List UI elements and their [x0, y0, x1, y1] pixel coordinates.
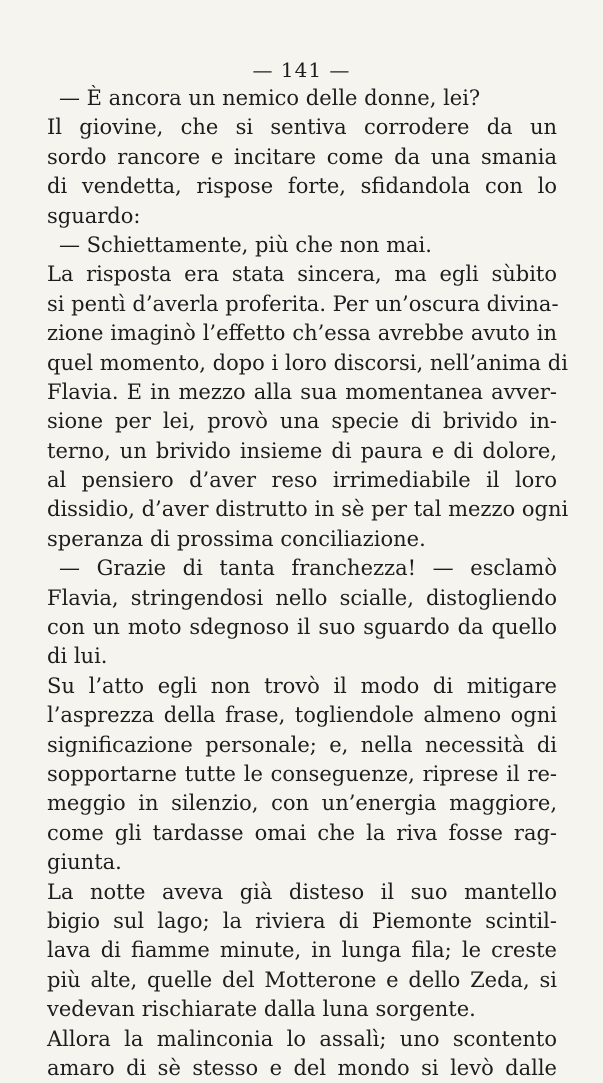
text-line: di vendetta, rispose forte, sfidandola con lo: [47, 174, 557, 199]
text-line: quel momento, dopo i loro discorsi, nell’anima di: [47, 350, 568, 375]
text-line: al pensiero d’aver reso irrimediabile il loro: [47, 468, 557, 493]
text-line: giunta.: [47, 850, 122, 875]
text-line: zione imaginò l’effetto ch’essa avrebbe avuto in: [47, 321, 557, 346]
text-line: bigio sul lago; la riviera di Piemonte scintil-: [47, 908, 557, 933]
text-line: meggio in silenzio, con un’energia maggiore,: [47, 791, 557, 816]
text-line: più alte, quelle del Motterone e dello Zeda, si: [47, 967, 557, 992]
text-line: lava di fiamme minute, in lunga fila; le creste: [47, 938, 557, 963]
text-line: terno, un brivido insieme di paura e di dolore,: [47, 438, 557, 463]
text-line: La notte aveva già disteso il suo mantello: [47, 879, 557, 904]
text-line: — Schiettamente, più che non mai.: [59, 232, 432, 257]
body-text: [47, 84, 569, 1083]
text-line: con un moto sdegnoso il suo sguardo da quello: [47, 615, 557, 640]
text-line: sopportarne tutte le conseguenze, riprese il re-: [47, 761, 557, 786]
text-line: La risposta era stata sincera, ma egli sùbito: [47, 262, 557, 287]
text-line: l’asprezza della frase, togliendole almeno ogni: [47, 703, 557, 728]
text-line: Flavia, stringendosi nello scialle, distogliendo: [47, 585, 557, 610]
text-line: sione per lei, provò una specie di brivido in-: [47, 409, 557, 434]
text-line: si pentì d’averla proferita. Per un’oscura divina-: [47, 291, 559, 316]
text-line: Flavia. E in mezzo alla sua momentanea avver-: [47, 379, 557, 404]
text-line: vedevan rischiarate dalla luna sorgente.: [47, 997, 476, 1022]
text-line: — È ancora un nemico delle donne, lei?: [59, 86, 481, 110]
text-line: amaro di sè stesso e del mondo si levò dalle: [47, 1055, 557, 1080]
text-line: speranza di prossima conciliazione.: [47, 526, 426, 551]
text-line: sordo rancore e incitare come da una smania: [47, 144, 557, 169]
text-line: sguardo:: [47, 203, 141, 228]
text-line: Su l’atto egli non trovò il modo di mitigare: [47, 673, 557, 698]
page-number: — 141 —: [252, 58, 351, 82]
text-line: Allora la malinconia lo assalì; uno scontento: [47, 1026, 557, 1051]
text-line: significazione personale; e, nella necessità di: [47, 732, 557, 757]
text-line: — Grazie di tanta franchezza! — esclamò: [59, 556, 557, 581]
text-line: come gli tardasse omai che la riva fosse rag-: [47, 820, 557, 845]
text-line: di lui.: [47, 644, 108, 669]
text-line: dissidio, d’aver distrutto in sè per tal mezzo ogni: [47, 497, 569, 522]
text-line: Il giovine, che si sentiva corrodere da un: [47, 115, 557, 140]
